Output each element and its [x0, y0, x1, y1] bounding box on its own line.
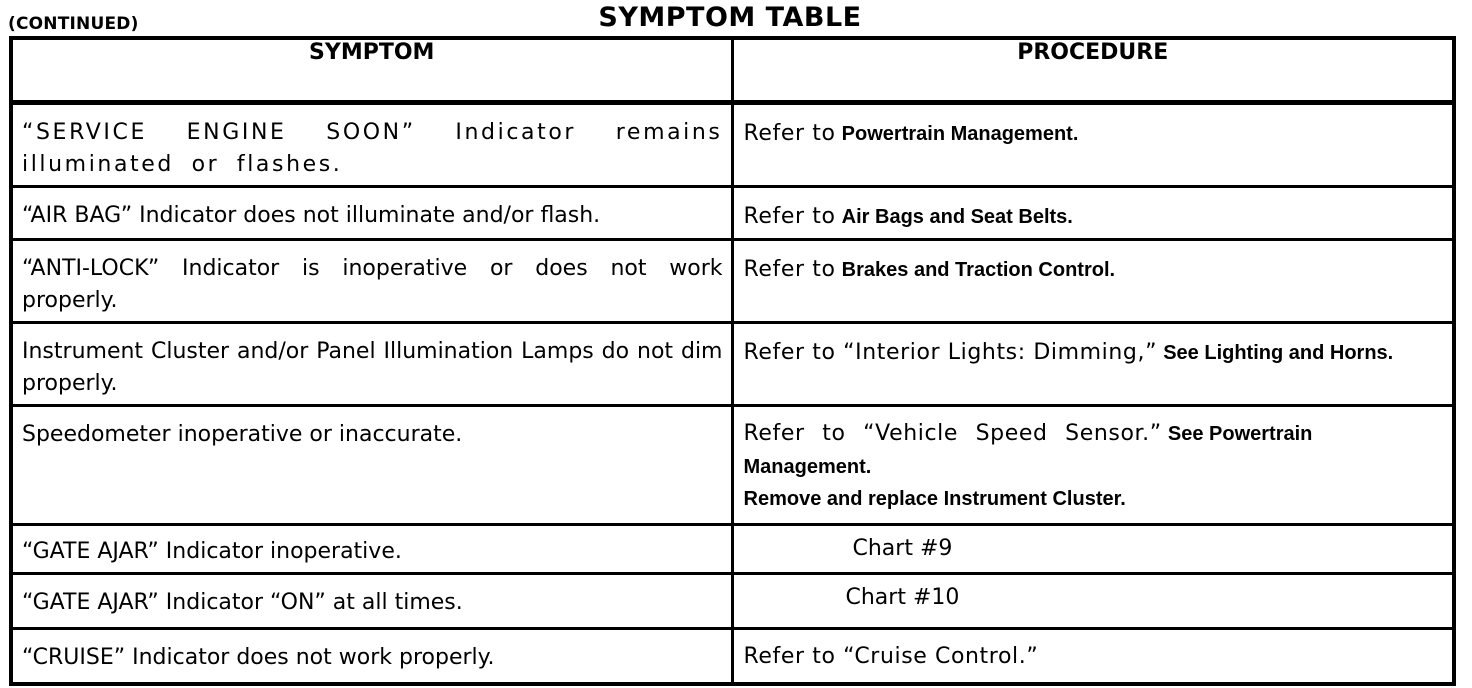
- symptom-text: Speedometer inoperative or inaccurate.: [22, 422, 463, 447]
- procedure-cell: [732, 103, 1454, 187]
- procedure-lead: Refer to: [743, 204, 836, 229]
- procedure-lead: Refer to: [743, 257, 836, 282]
- table-row: [11, 525, 1454, 574]
- procedure-text: [734, 241, 1453, 286]
- procedure-cell: [732, 323, 1454, 406]
- column-header-procedure: PROCEDURE: [732, 38, 1454, 103]
- table-row: [11, 323, 1454, 406]
- symptom-text: “GATE AJAR” Indicator inoperative.: [22, 539, 402, 564]
- symptom-table: [9, 36, 1456, 686]
- symptom-cell: [11, 323, 732, 406]
- symptom-text: “CRUISE” Indicator does not work properly.: [22, 645, 495, 670]
- table-row: [11, 103, 1454, 187]
- procedure-lead: Refer to: [743, 121, 836, 146]
- symptom-cell: [11, 103, 732, 187]
- procedure-reference: See Powertrain Management.: [743, 423, 1313, 478]
- symptom-cell: [11, 574, 732, 629]
- procedure-lead: Refer to “Cruise Control.”: [743, 644, 1039, 669]
- table-row: [11, 406, 1454, 525]
- symptom-text: “SERVICE ENGINE SOON” Indicator remains illuminated or flashes.: [22, 120, 723, 177]
- table-header-row: [11, 38, 1454, 103]
- procedure-reference: See Lighting and Horns.: [1163, 342, 1394, 364]
- procedure-reference: Brakes and Traction Control.: [841, 259, 1116, 281]
- table-row: [11, 629, 1454, 685]
- procedure-cell: [732, 187, 1454, 240]
- page-title: SYMPTOM TABLE: [598, 2, 862, 33]
- procedure-text: [734, 105, 1453, 150]
- table-row: [11, 574, 1454, 629]
- continued-label: (CONTINUED): [8, 14, 139, 34]
- procedure-chart: Chart #10: [845, 585, 960, 610]
- symptom-cell: [11, 240, 732, 323]
- procedure-cell: [732, 406, 1454, 525]
- procedure-text: [734, 630, 1453, 673]
- symptom-text: “AIR BAG” Indicator does not illuminate and/or flash.: [22, 203, 601, 228]
- symptom-text: “ANTI-LOCK” Indicator is inoperative or does not work properly.: [22, 256, 723, 313]
- procedure-text: [734, 188, 1453, 233]
- procedure-cell: [732, 240, 1454, 323]
- procedure-text: [734, 407, 1453, 515]
- procedure-reference: Powertrain Management.: [841, 123, 1079, 145]
- procedure-reference: Air Bags and Seat Belts.: [841, 206, 1073, 228]
- symptom-text: “GATE AJAR” Indicator “ON” at all times.: [22, 590, 463, 615]
- procedure-cell: [732, 629, 1454, 685]
- procedure-text: [734, 324, 1453, 369]
- procedure-lead: Refer to “Vehicle Speed Sensor.”: [743, 421, 1162, 446]
- symptom-text: Instrument Cluster and/or Panel Illumination Lamps do not dim properly.: [22, 339, 723, 396]
- table-row: [11, 187, 1454, 240]
- procedure-second-line: Remove and replace Instrument Cluster.: [743, 488, 1126, 510]
- procedure-cell: [732, 525, 1454, 574]
- symptom-cell: [11, 187, 732, 240]
- procedure-chart: Chart #9: [852, 536, 953, 561]
- symptom-cell: [11, 629, 732, 685]
- procedure-lead: Refer to “Interior Lights: Dimming,”: [743, 340, 1158, 365]
- procedure-cell: [732, 574, 1454, 629]
- symptom-cell: [11, 406, 732, 525]
- table-row: [11, 240, 1454, 323]
- symptom-cell: [11, 525, 732, 574]
- column-header-symptom: SYMPTOM: [11, 38, 732, 103]
